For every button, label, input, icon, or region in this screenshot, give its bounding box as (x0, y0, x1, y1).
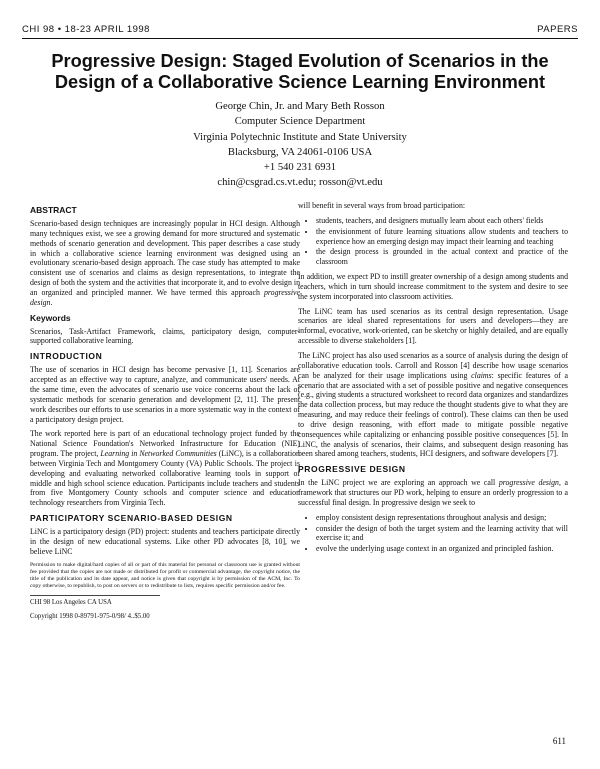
abstract-text: Scenario-based design techniques are increasingly popular in HCI design. Although many techniques exist, we see a growing demand for more structured and systematic methods of scenario generation and development. This paper describes a case study in which a collaborative science learning environment was designed using an evolutionary scenario-based design approach. The case study has attempted to make consistent use of scenarios and claims as design representations, to integrate the design of both the system and the activities that incorporate it, and to evolve design in an organized and principled manner. We have termed this approach progressive design. (30, 219, 300, 307)
page-number: 611 (552, 736, 566, 746)
author-email: chin@csgrad.cs.vt.edu; rosson@vt.edu (217, 177, 383, 189)
author-block (110, 99, 490, 191)
section-header: PAPERS (537, 24, 578, 35)
permission-notice: Permission to make digital/hard copies of all or part of this material for personal or classroom use is granted without fee provided that the copies are not made or distributed for profit or commercial advantage, the copyright notice, the title of the publication and its date appear, and notice is given that copyright is by permission of the ACM, Inc. To copy otherwise, to republish, to post on servers or to redistribute to lists, requires specific permission and/or fee. (30, 561, 300, 589)
list-item: • students, teachers, and designers mutually learn about each others' fields (316, 216, 568, 226)
list-item: • the design process is grounded in the actual context and practice of the classroom (316, 247, 568, 267)
footnote-divider (30, 595, 160, 596)
list-item: • employ consistent design representations throughout analysis and design; (316, 513, 568, 523)
keywords-heading: Keywords (30, 312, 71, 323)
introduction-paragraph-1: The use of scenarios in HCI design has become pervasive [1, 11]. Scenarios are accepted as an effective way to capture, analyze, and communicate users' needs. At the same time, even the advocates of scenario use voice concerns about the lack of systematic methods for scenario generation and development [2, 11]. The present work describes our efforts to use scenarios in a more systematic way in the context of a participatory design project. (30, 365, 300, 424)
introduction-paragraph-2: The work reported here is part of an educational technology project funded by the National Science Foundation's Networked Infrastructure for Education (NIE) program. The project, Learning in Networked Communities (LiNC), is a collaboration between Virginia Tech and Montgomery County (VA) Public Schools. The project is developing and evaluating networked collaborative learning tools in support of middle and high school science education. Participants include teachers and students from five Montgomery County schools and computer science and education technology researchers from Virginia Tech. (30, 429, 300, 508)
benefits-intro: will benefit in several ways from broad participation: (298, 201, 466, 210)
ownership-paragraph: In addition, we expect PD to instill greater ownership of a design among students and teachers, which in turn should increase commitment to the system and desire to see the system incorporated into classroom activities. (298, 272, 568, 301)
benefits-list (298, 216, 568, 267)
right-column (298, 201, 568, 559)
participatory-design-paragraph: LiNC is a participatory design (PD) project: students and teachers participate directly in the design of new educational systems. Like other PD advocates [8, 10], we believe LiNC (30, 527, 300, 556)
author-department: Computer Science Department (234, 116, 366, 128)
abstract-heading: ABSTRACT (30, 205, 77, 215)
participatory-design-heading: PARTICIPATORY SCENARIO-BASED DESIGN (30, 513, 233, 524)
author-names: George Chin, Jr. and Mary Beth Rosson (215, 101, 385, 112)
keywords-text: Scenarios, Task-Artifact Framework, claims, participatory design, computer-supported collaborative learning. (30, 326, 300, 346)
author-phone: +1 540 231 6931 (263, 162, 337, 174)
list-item: • the envisionment of future learning situations allow students and teachers to experience how an emerging design may impact their learning and teaching (316, 227, 568, 247)
linc-team-paragraph: The LiNC team has used scenarios as its central design representation. Usage scenarios are ideal shared representations for users and developers—they are informal, evocative, work-oriented, can be sketchy or highly detailed, and are equally accessible to diverse stakeholders [1]. (298, 306, 568, 346)
conference-header: CHI 98 • 18-23 APRIL 1998 (22, 24, 150, 35)
progressive-design-heading: PROGRESSIVE DESIGN (298, 464, 406, 475)
left-column (30, 201, 300, 626)
claims-paragraph: The LiNC project has also used scenarios as a source of analysis during the design of collaborative education tools. Carroll and Rosson [4] describe how usage scenarios can be analyzed for their usage implications using claims: specific features of a scenario that are associated with a set of possible positive and negative consequences (e.g., giving students a structured worksheet to record data organizes and standardizes the data collection process, but may reduce the thought students give to what they are measuring, and may reduce their feelings of control). These claims can then be used to drive design reasoning, with effort made to mitigate possible negative consequences while capitalizing or enhancing possible positive consequences [5]. In LiNC, the analysis of scenarios, their claims, and subsequent design reasoning has been shared among teachers, students, HCI designers, and software developers [7]. (298, 350, 568, 459)
progressive-design-goals (298, 513, 568, 554)
running-header (22, 24, 578, 38)
author-institution: Virginia Polytechnic Institute and State University (193, 131, 407, 143)
conference-line: CHI 98 Los Angeles CA USA (30, 599, 112, 606)
paper-title: Progressive Design: Staged Evolution of Scenarios in the Design of a Collaborative Science Learning Environment (51, 51, 549, 92)
introduction-heading: INTRODUCTION (30, 351, 103, 362)
header-rule (22, 38, 578, 39)
copyright-line: Copyright 1998 0-89791-975-0/98/ 4..$5.00 (30, 612, 150, 620)
progressive-design-paragraph: In the LiNC project we are exploring an approach we call progressive design, a framework that structures our PD work, helping to ensure an orderly progression to a successful final design. In progressive design we seek to (298, 478, 568, 507)
author-address: Blacksburg, VA 24061-0106 USA (227, 146, 373, 158)
list-item: • consider the design of both the target system and the learning activity that will exercise it; and (316, 524, 568, 544)
list-item: • evolve the underlying usage context in an organized and principled fashion. (316, 544, 568, 554)
